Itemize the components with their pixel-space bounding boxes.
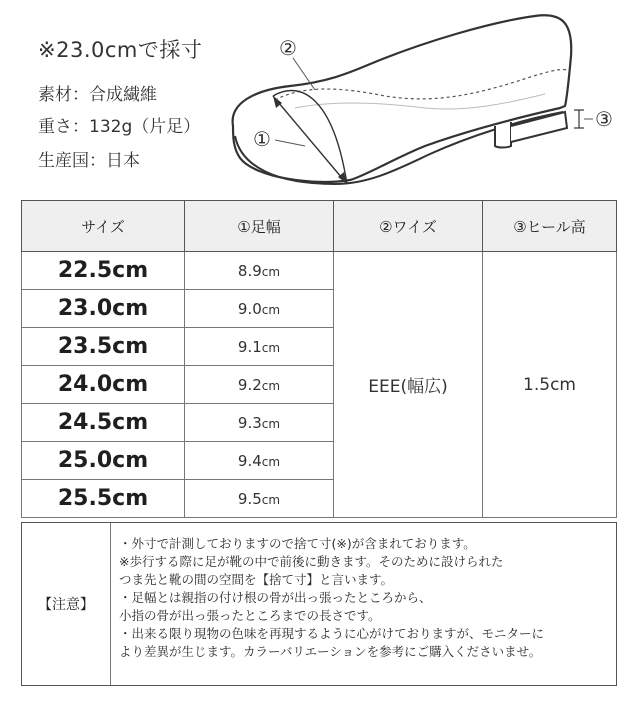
wise-cell: EEE(幅広) — [334, 252, 483, 518]
foot-width-cell: 9.0cm — [185, 290, 334, 328]
size-cell: 24.5cm — [22, 404, 185, 442]
notes-body — [111, 523, 616, 685]
size-cell: 22.5cm — [22, 252, 185, 290]
note-line: つま先と靴の間の空間を【捨て寸】と言います。 — [119, 572, 394, 587]
marker-1: ① — [253, 127, 271, 151]
note-line: ・外寸で計測しておりますので捨て寸(※)が含まれております。 — [119, 536, 476, 551]
weight-spec: 重さ：132g（片足） — [38, 117, 201, 137]
foot-width-cell: 8.9cm — [185, 252, 334, 290]
size-cell: 23.0cm — [22, 290, 185, 328]
size-table — [21, 200, 617, 518]
note-line: ※歩行する際に足が靴の中で前後に動きます。そのために設けられた — [119, 554, 504, 569]
material-spec: 素材：合成繊維 — [38, 85, 157, 105]
shoe-diagram — [215, 8, 620, 193]
header-foot-width: ①足幅 — [185, 201, 334, 252]
note-line: ・足幅とは親指の付け根の骨が出っ張ったところから、 — [119, 590, 432, 605]
size-cell: 23.5cm — [22, 328, 185, 366]
foot-width-cell: 9.3cm — [185, 404, 334, 442]
marker-3: ③ — [595, 107, 613, 131]
foot-width-cell: 9.5cm — [185, 480, 334, 518]
header-heel-height: ③ヒール高 — [483, 201, 617, 252]
header-size: サイズ — [22, 201, 185, 252]
table-row — [22, 252, 617, 290]
shoe-heel — [495, 122, 511, 148]
note-line: ・出来る限り現物の色味を再現するように心がけておりますが、モニターに — [119, 626, 545, 641]
foot-width-cell: 9.1cm — [185, 328, 334, 366]
measurement-note: ※23.0cmで採寸 — [38, 38, 203, 62]
note-line: より差異が生じます。カラーバリエーションを参考にご購入くださいませ。 — [119, 644, 542, 659]
size-cell: 25.5cm — [22, 480, 185, 518]
marker-2: ② — [279, 36, 297, 60]
header-wise: ②ワイズ — [334, 201, 483, 252]
notes-title: 【注意】 — [22, 523, 111, 685]
notes-box — [21, 522, 617, 686]
origin-spec: 生産国：日本 — [38, 151, 140, 171]
foot-width-cell: 9.2cm — [185, 366, 334, 404]
size-cell: 24.0cm — [22, 366, 185, 404]
foot-width-cell: 9.4cm — [185, 442, 334, 480]
note-line: 小指の骨が出っ張ったところまでの長さです。 — [119, 608, 381, 623]
size-cell: 25.0cm — [22, 442, 185, 480]
heel-height-cell: 1.5cm — [483, 252, 617, 518]
